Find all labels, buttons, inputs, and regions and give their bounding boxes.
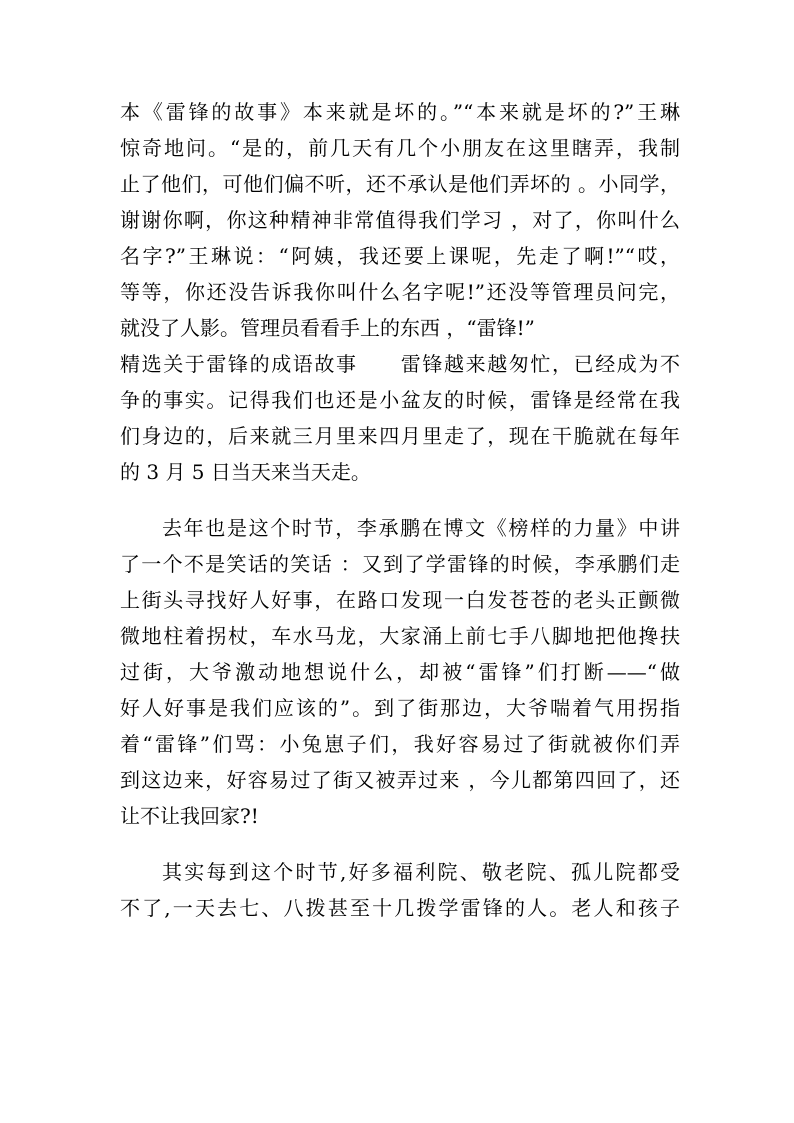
paragraph-first-line: 其实每到这个时节,好多福利院、敬老院、孤儿院都受: [162, 860, 680, 884]
text-line: 们身边的，后来就三月里来四月里走了，现在干脆就在每年: [120, 424, 680, 448]
text-line: 争的事实。记得我们也还是小盆友的时候，雷锋是经常在我: [120, 388, 680, 412]
text-line: 惊奇地问。“是的，前几天有几个小朋友在这里瞎弄，我制: [120, 136, 680, 160]
text-line: 的 3 月 5 日当天来当天走。: [120, 460, 371, 484]
text-line: 过街，大爷激动地想说什么，却被“雷锋”们打断——“做: [120, 660, 680, 684]
text-line: 到这边来，好容易过了街又被弄过来 ，今儿都第四回了，还: [120, 768, 680, 792]
text-line: 让不让我回家?!: [120, 804, 259, 828]
text-line: 等等，你还没告诉我你叫什么名字呢!”还没等管理员问完，: [120, 280, 680, 304]
text-line: 谢谢你啊，你这种精神非常值得我们学习 ，对了，你叫什么: [120, 208, 680, 232]
text-line: 了一个不是笑话的笑话 ：又到了学雷锋的时候，李承鹏们走: [120, 552, 680, 576]
text-line: 止了他们，可他们偏不听，还不承认是他们弄坏的 。小同学，: [120, 172, 680, 196]
text-line: 不了,一天去七、八拨甚至十几拨学雷锋的人。老人和孩子: [120, 896, 680, 920]
text-line: 就没了人影。管理员看看手上的东西 ，“雷锋!”: [120, 316, 535, 340]
text-line: 本《雷锋的故事》本来就是坏的。”“本来就是坏的?”王琳: [120, 100, 680, 124]
text-line: 着“雷锋”们骂：小兔崽子们，我好容易过了街就被你们弄: [120, 732, 680, 756]
section-heading-line: 精选关于雷锋的成语故事 雷锋越来越匆忙，已经成为不: [120, 352, 680, 376]
text-line: 名字?”王琳说：“阿姨，我还要上课呢，先走了啊!”“哎，: [120, 244, 680, 268]
text-line: 微地柱着拐杖，车水马龙，大家涌上前七手八脚地把他搀扶: [120, 624, 680, 648]
text-line: 好人好事是我们应该的”。到了街那边，大爷喘着气用拐指: [120, 696, 680, 720]
text-line: 上街头寻找好人好事，在路口发现一白发苍苍的老头正颤微: [120, 588, 680, 612]
paragraph-first-line: 去年也是这个时节，李承鹏在博文《榜样的力量》中讲: [162, 516, 680, 540]
